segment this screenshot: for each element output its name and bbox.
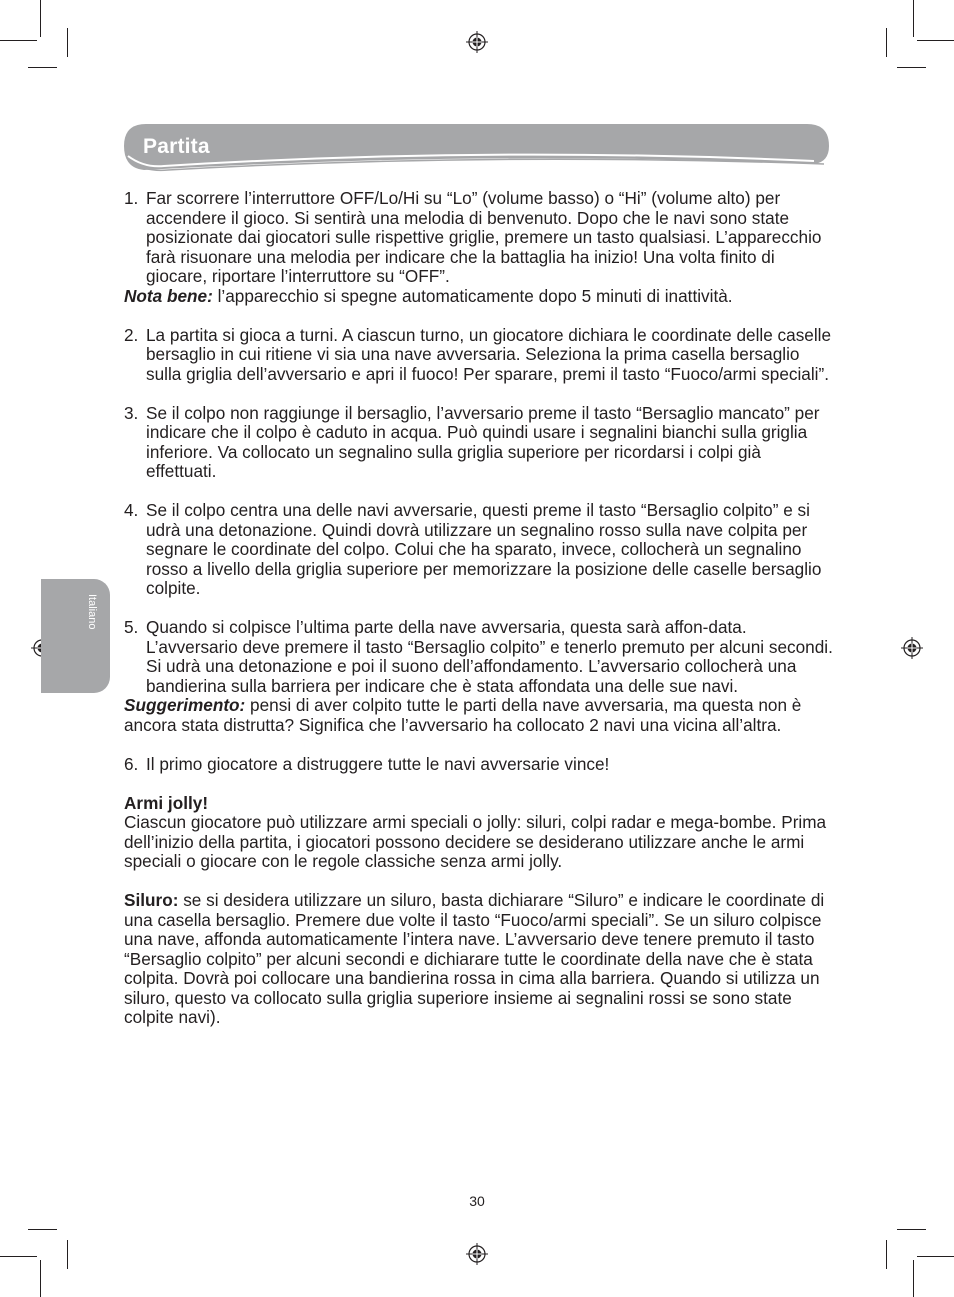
crop-mark [917,1256,954,1257]
registration-mark-icon [466,1243,488,1265]
note-label: Nota bene: [124,285,213,306]
crop-mark [0,1256,37,1257]
section-title: Partita [143,135,210,158]
crop-mark [40,1260,41,1297]
section-banner [124,124,829,172]
list-item-number: 3. [124,402,139,423]
note-text: l’apparecchio si spegne automaticamente dopo 5 minuti di inattività. [212,285,733,306]
siluro-paragraph [124,891,834,1028]
siluro-text: se si desidera utilizzare un siluro, basta dichiarare “Siluro” e indicare le coordinate di una casella bersaglio. Premere due volte il tasto “Fuoco/armi speciali”. Se un siluro colpisce una nave, affonda automaticamente l’intera nave. L’avversario deve tenere premuto il tasto “Bersaglio colpito” per alcuni secondi e dichiarare tutte le coordinate della nave che è stata colpita. Dovrà poi collocare una bandierina rossa in cima alla barriera. Quando si utilizza un siluro, questo va collocato sulla griglia superiore insieme ai segnalini rossi se sono state colpite navi). [124,890,825,1027]
crop-mark [917,40,954,41]
crop-mark [897,67,926,68]
list-item [124,189,834,287]
list-item-text: Quando si colpisce l’ultima parte della nave avversaria, questa sarà affon-data. L’avversario deve premere il tasto “Bersaglio colpito” e tenerlo premuto per alcuni secondi. Si udrà una detonazione e poi il suono dell’affondamento. L’avversario collocherà una bandierina sulla barriera per indicare che è stata affondata una delle sue navi. [146,617,833,696]
crop-mark [886,1240,887,1269]
list-item [124,326,834,385]
tip-label: Suggerimento: [124,695,246,715]
crop-mark [28,67,57,68]
list-item-text: Far scorrere l’interruttore OFF/Lo/Hi su “Lo” (volume basso) o “Hi” (volume alto) per accendere il gioco. Si sentirà una melodia di benvenuto. Dopo che le navi sono state posizionate dai giocatori sulle rispettive griglie, premere un tasto qualsiasi. L’apparecchio farà risuonare una melodia per indicare che la battaglia ha inizio! Una volta finito di giocare, riportare l’interruttore su “OFF”. [146,188,822,286]
crop-mark [40,0,41,37]
language-tab-label: Italiano [86,594,98,630]
crop-mark [0,40,37,41]
list-item [124,501,834,599]
crop-mark [913,0,914,37]
page-number: 30 [469,1193,485,1209]
tip-text: pensi di aver colpito tutte le parti della nave avversaria, ma questa non è ancora stata distrutta? Significa che l’avversario ha collocato 2 navi una vicina all’altra. [124,695,802,735]
list-item-text: Se il colpo centra una delle navi avversarie, questi preme il tasto “Bersaglio colpito” e si udrà una detonazione. Quindi dovrà utilizzare un segnalino rosso sulla nave colpita per segnare le coordinate del colpo. Colui che ha sparato, invece, collocherà un segnalino rosso a livello della griglia superiore per memorizzare la posizione delle caselle bersaglio colpite. [146,500,822,598]
siluro-label: Siluro: [124,890,179,910]
tip-paragraph [124,696,834,735]
registration-mark-icon [466,31,488,53]
page-content [124,189,834,1028]
crop-mark [913,1260,914,1297]
list-item-number: 4. [124,500,139,520]
banner-shape [124,124,829,172]
note-paragraph [124,287,834,307]
list-item-number: 5. [124,617,139,637]
crop-mark [886,28,887,57]
list-item [124,755,834,775]
language-side-tab [41,579,110,693]
crop-mark [897,1229,926,1230]
list-item-number: 2. [124,324,139,345]
jolly-text: Ciascun giocatore può utilizzare armi speciali o jolly: siluri, colpi radar e mega-bombe. Prima dell’inizio della partita, i giocatori possono decidere se desiderano utilizzare anche le armi speciali o giocare con le regole classiche senza armi jolly. [124,812,827,871]
crop-mark [28,1229,57,1230]
list-item-text: Se il colpo non raggiunge il bersaglio, l’avversario preme il tasto “Bersaglio mancato” per indicare che il colpo è caduto in acqua. Può quindi usare i segnalini bianchi sulla griglia inferiore. Va collocato un segnalino sulla griglia superiore per ricordarsi i colpi già effettuati. [146,402,820,481]
crop-mark [67,1240,68,1269]
registration-mark-icon [901,637,923,659]
list-item-text: La partita si gioca a turni. A ciascun turno, un giocatore dichiara le coordinate delle caselle bersaglio in cui ritiene vi sia una nave avversaria. Seleziona la prima casella bersaglio sulla griglia dell’avversario e apri il fuoco! Per sparare, premi il tasto “Fuoco/armi speciali”. [146,324,832,384]
list-item [124,404,834,482]
list-item-number: 1. [124,188,139,208]
list-item [124,618,834,696]
list-item-text: Il primo giocatore a distruggere tutte le navi avversarie vince! [146,753,610,774]
list-item-number: 6. [124,753,139,774]
crop-mark [67,28,68,57]
jolly-heading: Armi jolly! [124,792,209,813]
